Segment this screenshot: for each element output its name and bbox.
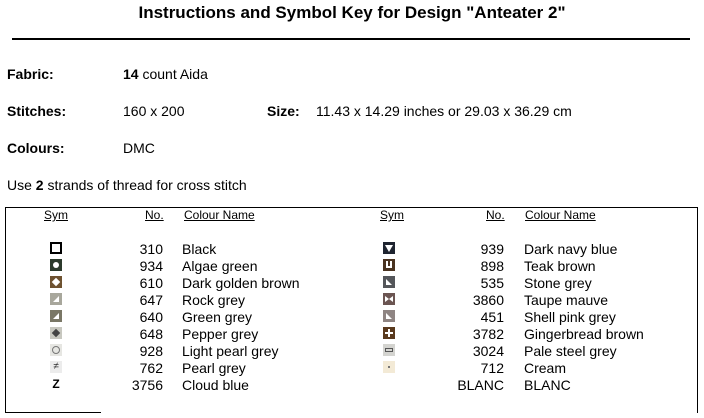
stitches-value: 160 x 200 [123, 103, 185, 119]
table-bottom-border [5, 412, 101, 413]
colour-name: Stone grey [524, 275, 592, 291]
title-rule [12, 38, 690, 40]
hollow-square-icon [50, 242, 62, 254]
instruction-strands: 2 [35, 177, 44, 193]
fabric-count: 14 [123, 66, 139, 82]
colour-name: Cloud blue [182, 377, 249, 393]
diamond-on-brown-square-icon [50, 276, 62, 288]
dmc-number: 640 [139, 309, 163, 325]
colour-name: Shell pink grey [524, 309, 616, 325]
dmc-number: 648 [139, 326, 163, 342]
colour-name: Light pearl grey [182, 343, 279, 359]
colour-name: Teak brown [524, 258, 596, 274]
colour-name: Pale steel grey [524, 343, 617, 359]
header-name-right: Colour Name [525, 208, 596, 222]
colour-name: BLANC [524, 377, 571, 393]
dmc-number: 712 [480, 360, 504, 376]
page-title: Instructions and Symbol Key for Design "Anteater 2" [138, 3, 566, 22]
bowtie-on-mauve-square-icon [383, 293, 395, 305]
header-no-left: No. [145, 208, 164, 222]
dmc-number: 3860 [472, 292, 504, 308]
dmc-number: 3756 [131, 377, 163, 393]
header-sym-right: Sym [380, 208, 404, 222]
colour-name: Black [182, 241, 217, 257]
light-circle-icon [50, 344, 62, 356]
circle-on-dark-square-icon [50, 259, 62, 271]
dmc-number: 762 [139, 360, 163, 376]
stitches-label: Stitches: [7, 103, 67, 119]
table-left-border [5, 208, 6, 413]
header-sym-left: Sym [44, 208, 68, 222]
instruction-line [7, 177, 247, 193]
dmc-number: 610 [139, 275, 163, 291]
colour-name: Cream [524, 360, 567, 376]
colour-name: Taupe mauve [524, 292, 609, 308]
header-no-right: No. [486, 208, 505, 222]
dmc-number: 898 [480, 258, 504, 274]
dot-on-cream-square-icon [383, 361, 395, 373]
triangle-on-grey-square-icon [50, 293, 62, 305]
heart-on-navy-square-icon [383, 242, 395, 254]
triangle-on-grey-square-icon [383, 276, 395, 288]
triangle-on-green-grey-square-icon [50, 310, 62, 322]
letter-z-icon: Z [52, 377, 60, 391]
dmc-number: 928 [139, 343, 163, 359]
dmc-number: 3024 [472, 343, 504, 359]
fabric-value [123, 66, 208, 82]
colour-name: Green grey [182, 309, 253, 325]
colour-name: Gingerbread brown [524, 326, 644, 342]
colour-name: Pearl grey [182, 360, 246, 376]
size-label: Size: [267, 103, 300, 119]
triangle-on-pink-grey-square-icon [383, 310, 395, 322]
size-value: 11.43 x 14.29 inches or 29.03 x 36.29 cm [316, 103, 572, 119]
colour-name: Dark navy blue [524, 241, 618, 257]
dmc-number: BLANC [457, 377, 504, 393]
colour-name: Algae green [182, 258, 258, 274]
dmc-number: 451 [480, 309, 504, 325]
small-diamond-icon [50, 327, 62, 339]
plus-on-brown-square-icon [383, 327, 395, 339]
rectangle-on-steel-square-icon [383, 344, 395, 356]
header-name-left: Colour Name [184, 208, 255, 222]
blank-icon [383, 378, 395, 390]
dmc-number: 934 [139, 258, 163, 274]
not-equal-icon: ≠ [50, 361, 62, 373]
instruction-pre: Use [7, 177, 32, 193]
colour-name: Rock grey [182, 292, 246, 308]
fabric-label: Fabric: [7, 66, 54, 82]
dmc-number: 647 [139, 292, 163, 308]
colour-name: Dark golden brown [182, 275, 300, 291]
dmc-number: 3782 [472, 326, 504, 342]
colours-label: Colours: [7, 140, 65, 156]
colour-name: Pepper grey [182, 326, 259, 342]
dmc-number: 939 [480, 241, 504, 257]
fabric-text: count Aida [142, 66, 208, 82]
instruction-post: strands of thread for cross stitch [47, 177, 247, 193]
dmc-number: 535 [480, 275, 504, 291]
colours-value: DMC [123, 140, 155, 156]
dmc-number: 310 [139, 241, 163, 257]
letter-u-on-brown-square-icon [383, 259, 395, 271]
